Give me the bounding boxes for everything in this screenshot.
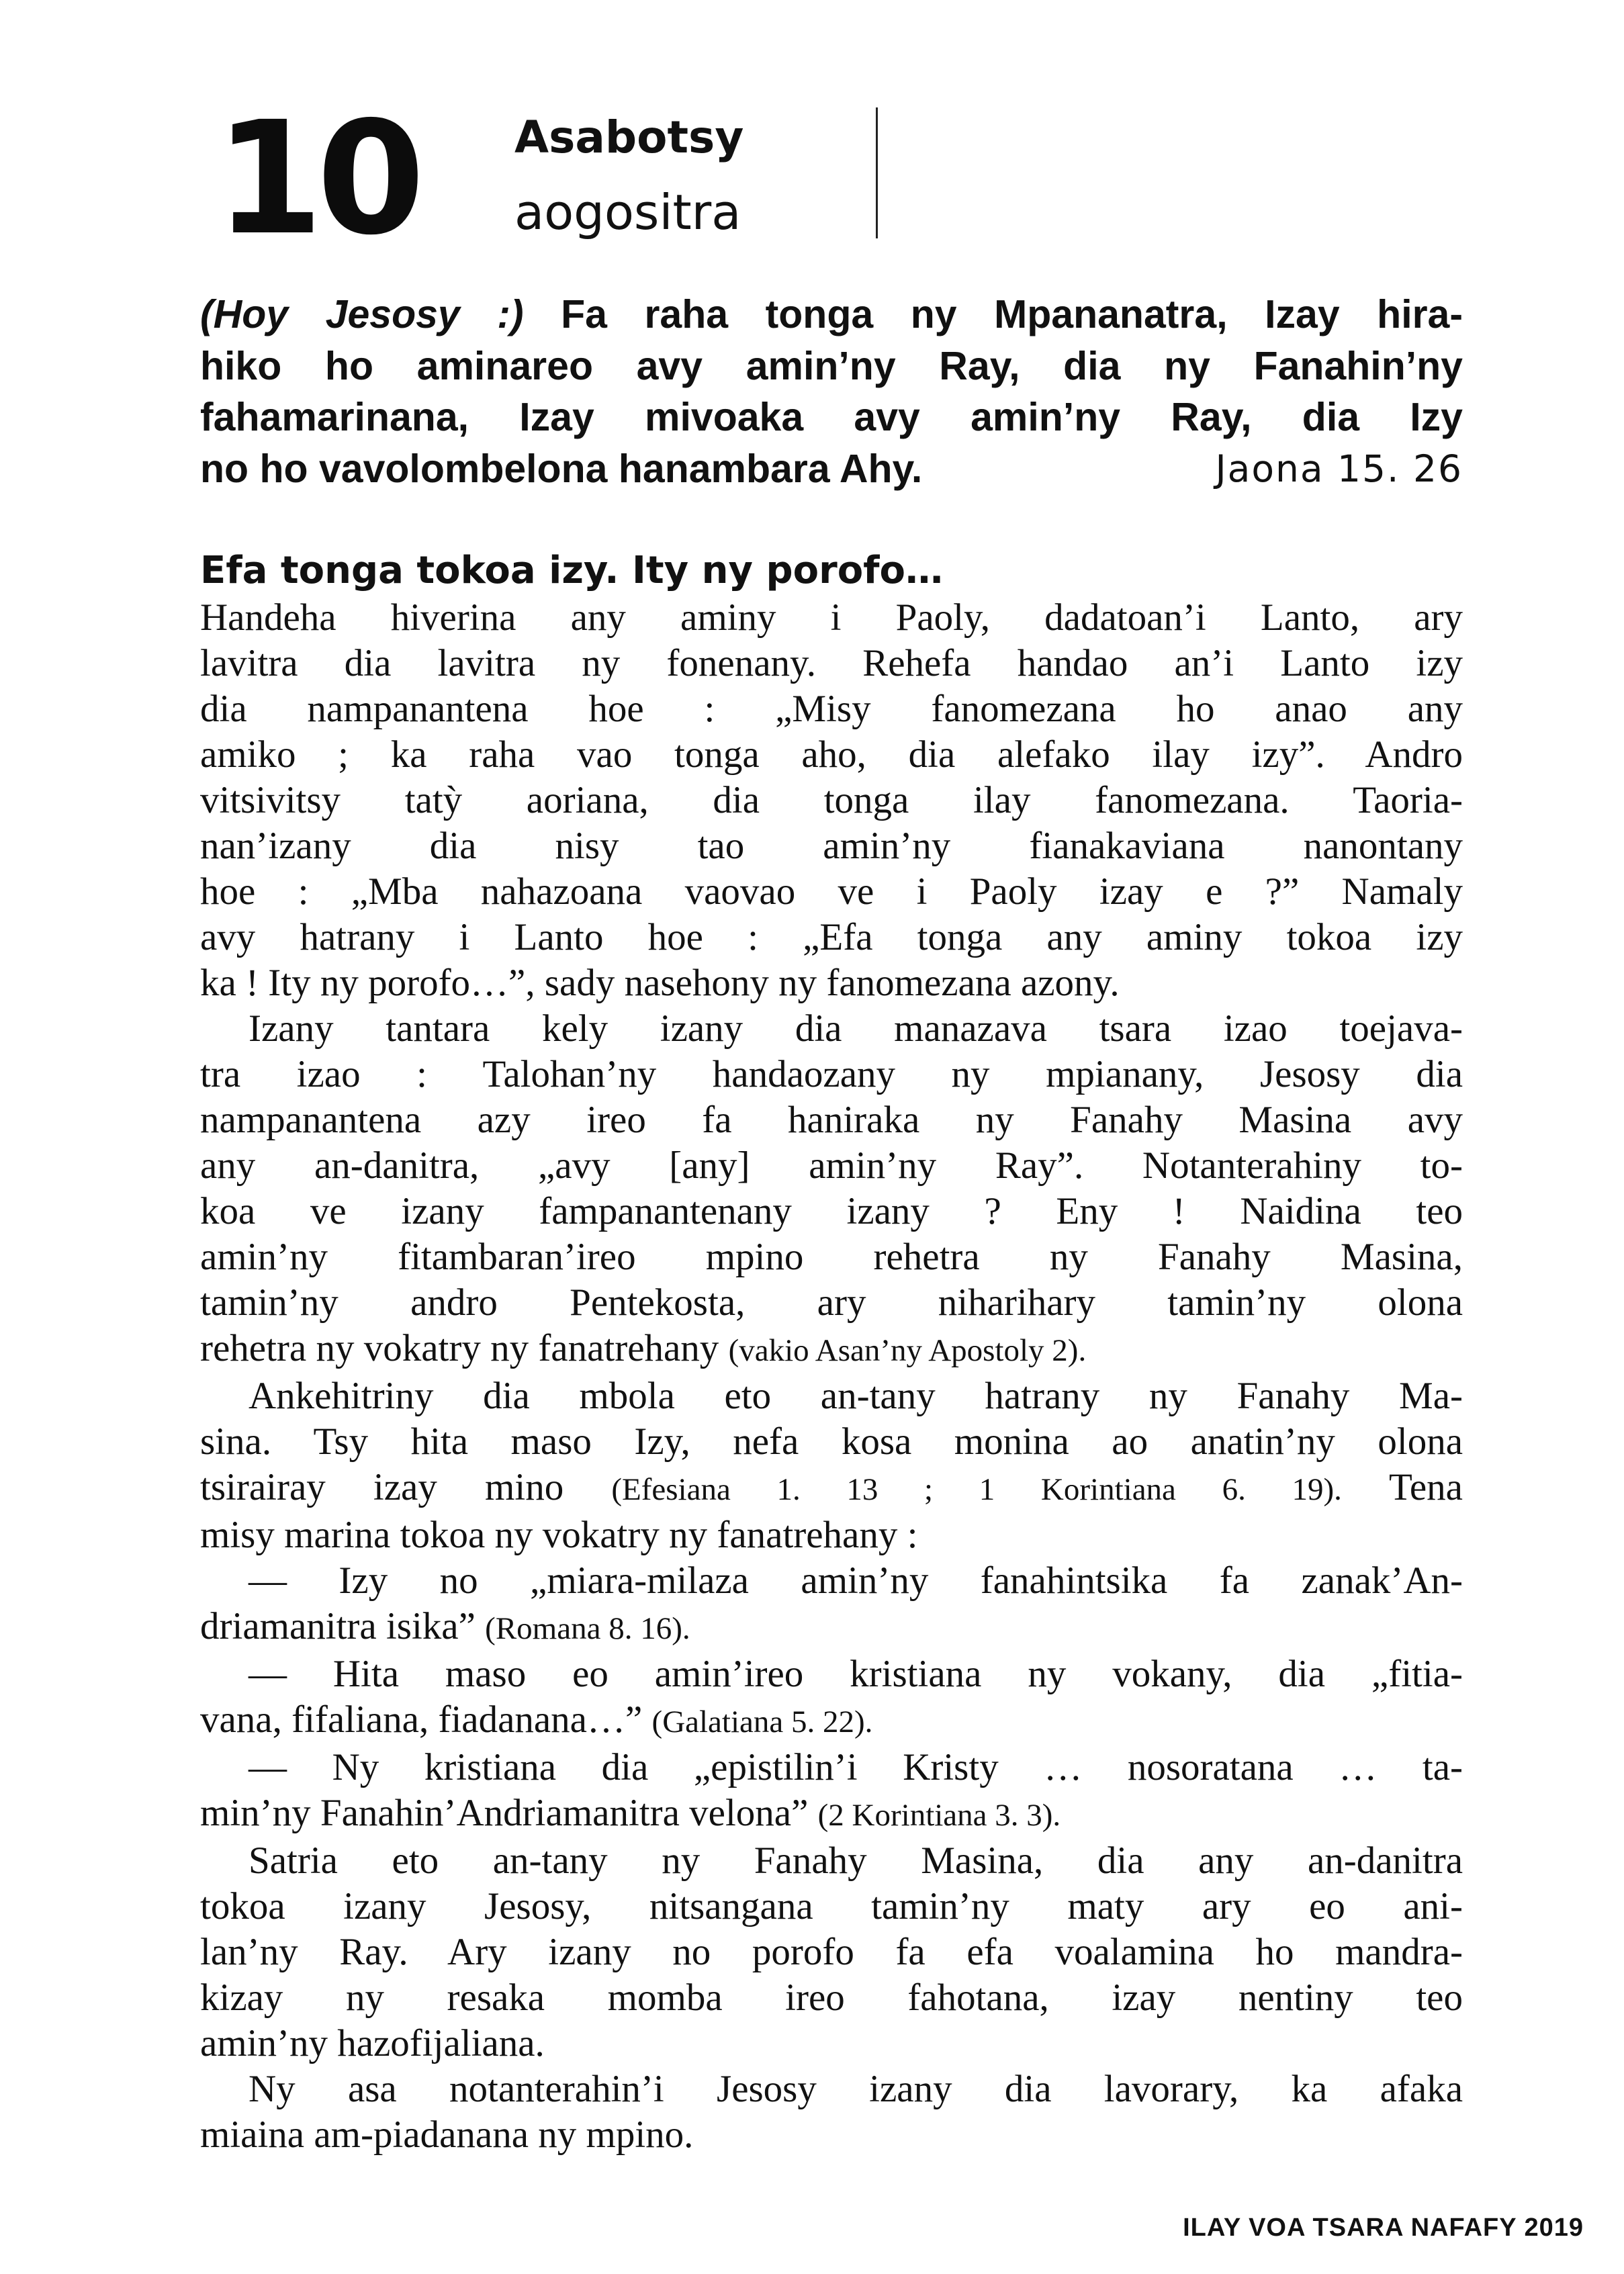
scripture-reference: (Romana 8. 16). xyxy=(485,1611,690,1646)
scripture-reference: (Galatiana 5. 22). xyxy=(651,1704,873,1739)
body-line: lan’ny Ray. Ary izany no porofo fa efa voalamina ho mandra- xyxy=(200,1931,1463,1973)
date-header xyxy=(215,88,887,269)
weekday-label: Asabotsy xyxy=(514,111,744,163)
body-line: misy marina tokoa ny vokatry ny fanatrehany : xyxy=(200,1514,918,1556)
body-line: any an-danitra, „avy [any] amin’ny Ray”. Notanterahiny to- xyxy=(200,1144,1463,1187)
body-line: koa ve izany fampanantenany izany ? Eny ! Naidina teo xyxy=(200,1190,1463,1232)
body-line: rehetra ny vokatry ny fanatrehany (vakio Asan’ny Apostoly 2). xyxy=(200,1327,1087,1369)
verse-line: hiko ho aminareo avy amin’ny Ray, dia ny Fanahin’ny xyxy=(200,343,1463,388)
body-text xyxy=(200,595,1463,2158)
body-line: sina. Tsy hita maso Izy, nefa kosa monina ao anatin’ny olona xyxy=(200,1420,1463,1463)
body-line: Satria eto an-tany ny Fanahy Masina, dia any an-danitra xyxy=(249,1839,1463,1882)
scripture-reference: (Efesiana 1. 13 ; 1 Korintiana 6. 19). xyxy=(611,1472,1342,1507)
body-line: tra izao : Talohan’ny handaozany ny mpianany, Jesosy dia xyxy=(200,1053,1463,1095)
body-line: amin’ny fitambaran’ireo mpino rehetra ny Fanahy Masina, xyxy=(200,1236,1463,1278)
scripture-verse xyxy=(200,289,1463,494)
scripture-reference: (vakio Asan’ny Apostoly 2). xyxy=(728,1333,1087,1368)
body-line: min’ny Fanahin’Andriamanitra velona” (2 Korintiana 3. 3). xyxy=(200,1792,1061,1834)
section-heading: Efa tonga tokoa izy. Ity ny porofo… xyxy=(200,549,943,592)
body-line: amiko ; ka raha vao tonga aho, dia alefako ilay izy”. Andro xyxy=(200,733,1463,776)
body-line: hoe : „Mba nahazoana vaovao ve i Paoly izay e ?” Namaly xyxy=(200,870,1463,913)
body-line: ka ! Ity ny porofo…”, sady nasehony ny fanomezana azony. xyxy=(200,962,1120,1004)
day-number: 10 xyxy=(215,88,418,269)
publication-footer: ILAY VOA TSARA NAFAFY 2019 xyxy=(1183,2214,1584,2242)
verse-speaker: (Hoy Jesosy :) xyxy=(200,292,524,336)
body-line: avy hatrany i Lanto hoe : „Efa tonga any aminy tokoa izy xyxy=(200,916,1463,958)
bullet-line: — Ny kristiana dia „epistilin’i Kristy … nosoratana … ta- xyxy=(249,1746,1463,1788)
body-line: vitsivitsy tatỳ aoriana, dia tonga ilay fanomezana. Taoria- xyxy=(200,779,1463,821)
body-line: Ankehitriny dia mbola eto an-tany hatrany ny Fanahy Ma- xyxy=(249,1375,1463,1417)
body-line: driamanitra isika” (Romana 8. 16). xyxy=(200,1605,690,1647)
body-line: vana, fifaliana, fiadanana…” (Galatiana 5. 22). xyxy=(200,1698,873,1741)
body-line: miaina am-piadanana ny mpino. xyxy=(200,2113,694,2156)
body-line: Ny asa notanterahin’i Jesosy izany dia lavorary, ka afaka xyxy=(249,2068,1463,2110)
verse-line: (Hoy Jesosy :) Fa raha tonga ny Mpananatra, Izay hira- xyxy=(200,292,1463,336)
body-line: tamin’ny andro Pentekosta, ary niharihary tamin’ny olona xyxy=(200,1281,1463,1324)
body-line: amin’ny hazofijaliana. xyxy=(200,2022,545,2064)
scripture-reference: (2 Korintiana 3. 3). xyxy=(817,1798,1061,1833)
body-line: tsirairay izay mino (Efesiana 1. 13 ; 1 Korintiana 6. 19). Tena xyxy=(200,1466,1463,1508)
body-line: nan’izany dia nisy tao amin’ny fianakaviana nanontany xyxy=(200,825,1463,867)
verse-reference: Jaona 15. 26 xyxy=(1215,447,1463,490)
body-line: nampanantena azy ireo fa haniraka ny Fanahy Masina avy xyxy=(200,1099,1463,1141)
body-line: dia nampanantena hoe : „Misy fanomezana ho anao any xyxy=(200,688,1463,730)
body-line: Izany tantara kely izany dia manazava tsara izao toejava- xyxy=(249,1007,1463,1050)
verse-line: no ho vavolombelona hanambara Ahy. Jaona 15. 26 xyxy=(200,443,1463,495)
verse-line: fahamarinana, Izay mivoaka avy amin’ny Ray, dia Izy xyxy=(200,395,1463,439)
bullet-line: — Izy no „miara-milaza amin’ny fanahintsika fa zanak’An- xyxy=(249,1559,1463,1602)
body-line: tokoa izany Jesosy, nitsangana tamin’ny maty ary eo ani- xyxy=(200,1885,1463,1927)
header-divider xyxy=(876,107,878,238)
body-line: kizay ny resaka momba ireo fahotana, izay nentiny teo xyxy=(200,1976,1463,2019)
month-label: aogositra xyxy=(514,184,741,240)
body-line: Handeha hiverina any aminy i Paoly, dadatoan’i Lanto, ary xyxy=(200,596,1463,639)
bullet-line: — Hita maso eo amin’ireo kristiana ny vokany, dia „fitia- xyxy=(249,1653,1463,1695)
body-line: lavitra dia lavitra ny fonenany. Rehefa handao an’i Lanto izy xyxy=(200,642,1463,684)
